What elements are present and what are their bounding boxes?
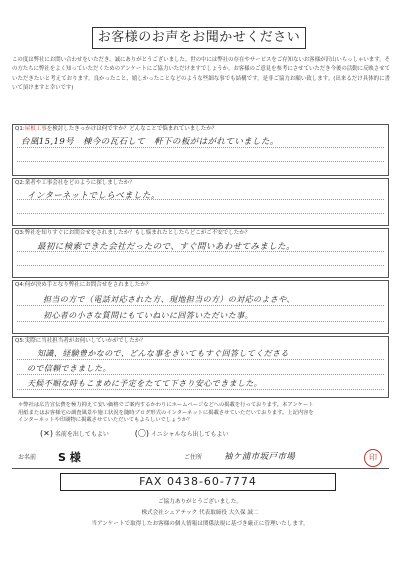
question-5-answer-line-3: 天候不順な時もこまめに予定をたてて下さり安心できました。 <box>27 379 263 388</box>
intro-text: この度は弊社にお問い合わせをいただき、誠にありがとうございました。世の中には弊社の存在やサービスをご存知ないお客様が沢山いらっしゃいます。その方たちに弊社をよく知っていただくためのアンケートにご協力いただけますでしょうか。お客様のご意見を参考にさせていただき今後の活動に反映させていただきたいと考えております。良かったこと、嬉しかったことなどのような些細な事でも結構です。是非ご協力お願い致します。(出来るだけ具体的に書いて頂けますと幸いです) <box>12 57 390 92</box>
address-value: 袖ケ浦市坂戸市場 <box>224 452 296 462</box>
address-label: ご住所 <box>184 454 203 461</box>
seal-stamp: 印 <box>364 449 382 467</box>
question-1-box <box>12 124 389 176</box>
question-1-label: Q1:屋根工事を検討したきっかけは何ですか？どんなことで悩まれていましたか？ <box>15 126 218 132</box>
choice-2-mark[interactable]: (〇) <box>134 429 149 438</box>
question-4-label: Q4:何が決め手となり弊社にお問合せをされましたか？ <box>15 282 152 288</box>
note-line-3: インターネットや印刷物に掲載させていただいてもよろしいでしょうか？ <box>18 417 193 424</box>
question-2-label: Q2:業者や工事会社をどのように探しましたか？ <box>15 180 135 186</box>
question-5-answer-line-1: 知識、経験豊かなので、どんな事をきいてもすぐ回答してくださる <box>37 349 289 358</box>
name-value: S 様 <box>58 451 81 464</box>
question-4-box <box>12 280 389 334</box>
note-line-1: ＊弊社は広告宣伝費を極力抑えて安い価格でご案内するかわりにホームページなどへの掲載を行っております。本アンケート <box>18 402 314 408</box>
footer-thanks: ご協力ありがとうございました。 <box>158 499 242 505</box>
note-line-2: 用紙またはお客様宅の調査風景や施工状況を随時ブログ形式のインターネットに掲載させていただいております。上記内容を <box>18 409 314 416</box>
question-3-answer: 最初に検索できた会社だったので、すぐ問いあわせてみました。 <box>37 242 295 252</box>
customer-info-row <box>12 446 389 469</box>
question-4-answer-line-1: 担当の方で（電話対応された方、現地担当の方）の対応のよさや、 <box>43 295 295 304</box>
question-3-box <box>12 228 389 278</box>
choice-2-label: イニシャルなら出してもよい <box>150 431 229 438</box>
question-5-answer-line-2: ので信頼できました。 <box>27 364 111 373</box>
question-5-box <box>12 336 389 398</box>
question-4-answer-line-2: 初心者の小さな質問にもていねいに回答いただいた事。 <box>43 311 253 320</box>
question-2-box <box>12 178 389 226</box>
name-label: お名前 <box>18 454 37 461</box>
question-3-label: Q3:弊社を知りすぐにお問合せをされましたか？もし悩まれたとしたらどこがご不安でしたか？ <box>15 230 251 236</box>
fax-number: FAX 0438-60-7774 <box>60 473 336 491</box>
footer-privacy: 当アンケートで取得したお客様の個人情報は関係法規に基づき厳正に管理いたします。 <box>91 521 309 527</box>
question-1-answer: 台風15,19号 棟今の瓦石して 軒下の板がはがれていました。 <box>21 137 279 147</box>
page-title: お客様のお声をお聞かせください <box>92 27 306 49</box>
question-5-label: Q5:実際に当社担当者がお伺いしていかがでしたか？ <box>15 338 146 344</box>
choice-1-label: 名前を出してもよい <box>54 431 109 438</box>
footer-company: 株式会社シェアテック 代表取締役 大久保 誠二 <box>141 510 259 516</box>
consent-choices <box>40 428 229 439</box>
notes <box>18 402 386 425</box>
choice-1-mark[interactable]: (✕) <box>40 429 53 438</box>
question-2-answer: インターネットでしらべました。 <box>27 191 160 201</box>
